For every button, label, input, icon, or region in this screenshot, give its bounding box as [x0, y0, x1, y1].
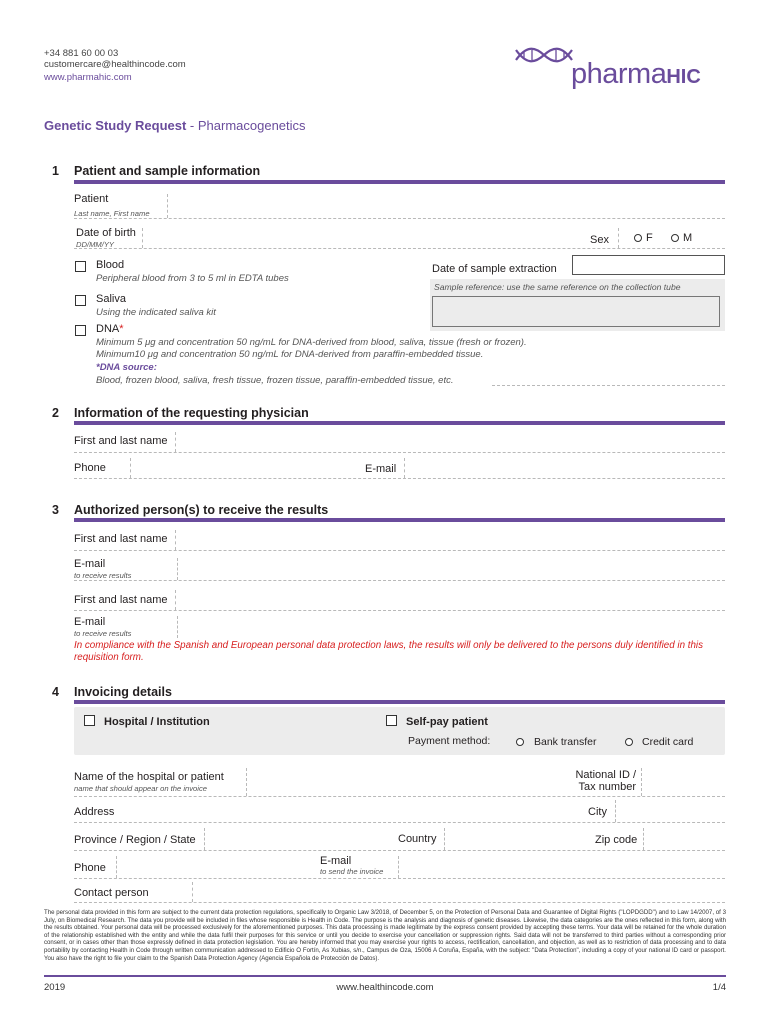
physician-phone-underline: [74, 478, 725, 479]
recipient2-name-input[interactable]: [178, 590, 725, 610]
dna-desc-2: Minimum10 μg and concentration 50 ng/mL for DNA-derived from paraffin-embedded tissue.: [96, 349, 484, 360]
physician-name-underline: [74, 452, 725, 453]
national-id-label: National ID /: [575, 769, 636, 781]
section3-title: Authorized person(s) to receive the results: [74, 503, 329, 517]
recipient1-name-divider: [175, 530, 176, 550]
physician-phone-divider: [130, 458, 131, 478]
physician-email-label: E-mail: [365, 463, 397, 475]
section3-number: 3: [52, 503, 59, 517]
recipient2-name-divider: [175, 590, 176, 610]
invoice-phone-label: Phone: [74, 862, 106, 874]
country-label: Country: [398, 833, 437, 845]
hospital-name-hint: name that should appear on the invoice: [74, 784, 207, 793]
hospital-name-divider: [246, 768, 247, 796]
footer-divider: [44, 975, 726, 977]
national-id-divider: [641, 768, 642, 796]
recipient2-email-divider: [177, 616, 178, 638]
contact-person-divider: [192, 882, 193, 902]
hospital-name-label: Name of the hospital or patient: [74, 771, 224, 783]
sex-f-radio[interactable]: [634, 234, 642, 242]
province-input[interactable]: [207, 828, 395, 850]
payment-method-label: Payment method:: [408, 735, 491, 747]
bank-transfer-label: Bank transfer: [534, 736, 597, 748]
header-phone: +34 881 60 00 03: [44, 48, 119, 59]
province-underline: [74, 850, 725, 851]
contact-person-input[interactable]: [195, 882, 725, 902]
page-title: [44, 118, 306, 133]
dob-divider: [142, 228, 143, 248]
dna-source-underline: [492, 385, 725, 386]
address-label: Address: [74, 806, 115, 818]
recipient2-email-label: E-mail: [74, 616, 106, 628]
dna-checkbox[interactable]: [75, 325, 86, 336]
section4-title: Invoicing details: [74, 685, 172, 699]
recipient1-email-label: E-mail: [74, 558, 106, 570]
patient-label: Patient: [74, 193, 109, 205]
zip-label: Zip code: [595, 834, 638, 846]
physician-name-divider: [175, 432, 176, 452]
saliva-desc: Using the indicated saliva kit: [96, 307, 216, 318]
zip-input[interactable]: [646, 828, 725, 850]
sex-label: Sex: [590, 234, 609, 246]
invoice-email-input[interactable]: [401, 856, 725, 878]
page-title-rest: - Pharmacogenetics: [186, 118, 306, 133]
dna-star: *: [119, 323, 124, 335]
extraction-date-input[interactable]: [572, 255, 725, 275]
sex-divider: [618, 228, 619, 248]
recipient1-name-input[interactable]: [178, 530, 725, 550]
address-input[interactable]: [124, 800, 584, 822]
section1-title: Patient and sample information: [74, 164, 261, 178]
recipient1-email-divider: [177, 558, 178, 580]
recipient2-name-label: First and last name: [74, 594, 168, 606]
dob-label: Date of birth: [76, 227, 136, 239]
recipient1-name-underline: [74, 550, 725, 551]
recipient1-email-hint: to receive results: [74, 571, 132, 580]
address-underline: [74, 822, 725, 823]
dna-helix-icon: [512, 44, 576, 66]
city-label: City: [588, 806, 607, 818]
section2-number: 2: [52, 406, 59, 420]
physician-phone-label: Phone: [74, 462, 106, 474]
sample-ref-input[interactable]: [432, 296, 720, 327]
logo: [571, 58, 701, 91]
header-email[interactable]: customercare@healthincode.com: [44, 59, 186, 70]
hospital-option-label: Hospital / Institution: [104, 716, 210, 728]
section3-divider: [74, 518, 725, 522]
dob-input[interactable]: [145, 226, 585, 248]
sex-m-label: M: [683, 232, 693, 244]
sex-m-radio[interactable]: [671, 234, 679, 242]
section1-divider: [74, 180, 725, 184]
patient-hint: Last name, First name: [74, 209, 150, 218]
legal-text: The personal data provided in this form are subject to the current data protection regulations, specifically to Organic Law 3/2018, of December 5, on the Protection of Personal Data and Guarantee of Digital Rights ("LOPDGDD") and to Law 14/2007, of 3 July, on Biomedical Research. The data you provide will be included in files whose responsible is Health in Code. The purpose is the analysis and diagnosis of genetic diseases. Likewise, the data categories are the ones reflected in this form, along with the results obtained. Your personal data will be processed exclusively for the aforementioned purposes. This data processing is made legitimate by the express consent provided by accepting these terms. Your data will be retained for the whole duration of the relationship established with the entity and while the data fulfil their purposes for this service or until you decide to exercise your cancellation or suppression rights. Said data will not be transferred to third parties without a corresponding prior consent, or in cases other than those expressly defined in data protection legislation. You are hereby informed that you may exercise your rights to access, rectification, cancellation, and objection, as well as to restriction of data processing and to data portability by contacting Health in Code through written communication addressed to Edificio O Fortín, As Xubias, s/n., Campus de Oza, 15006 A Coruña, España, with the subject: "Data Protection", including a copy of your national ID card or passport. You also have the right to file your claim to the Spanish Data Protection Agency (Agencia Española de Protección de Datos).: [44, 909, 726, 962]
province-label: Province / Region / State: [74, 834, 196, 846]
footer-page-number: 1/4: [712, 982, 726, 993]
recipient1-email-input[interactable]: [180, 558, 725, 580]
dna-desc-1: Minimum 5 μg and concentration 50 ng/mL for DNA-derived from blood, saliva, tissue (fresh or frozen).: [96, 337, 527, 348]
section4-divider: [74, 700, 725, 704]
national-id-input[interactable]: [644, 768, 725, 796]
invoice-type-panel: [74, 707, 725, 755]
section4-number: 4: [52, 685, 59, 699]
province-divider: [204, 828, 205, 850]
patient-divider: [167, 194, 168, 218]
credit-card-label: Credit card: [642, 736, 694, 748]
credit-card-radio[interactable]: [625, 738, 633, 746]
hospital-checkbox[interactable]: [84, 715, 95, 726]
physician-phone-input[interactable]: [133, 458, 363, 478]
recipient2-name-underline: [74, 610, 725, 611]
invoice-phone-underline: [74, 878, 725, 879]
bank-transfer-radio[interactable]: [516, 738, 524, 746]
blood-label: Blood: [96, 259, 125, 271]
dna-source-desc: Blood, frozen blood, saliva, fresh tissue, frozen tissue, paraffin-embedded tissue, etc.: [96, 375, 454, 386]
page-title-bold: Genetic Study Request: [44, 118, 187, 133]
selfpay-checkbox[interactable]: [386, 715, 397, 726]
selfpay-option-label: Self-pay patient: [406, 716, 488, 728]
recipient1-name-label: First and last name: [74, 533, 168, 545]
recipient2-email-input[interactable]: [180, 616, 725, 638]
footer-year: 2019: [44, 982, 66, 993]
section1-number: 1: [52, 164, 59, 178]
physician-email-input[interactable]: [407, 458, 725, 478]
blood-desc: Peripheral blood from 3 to 5 ml in EDTA tubes: [96, 273, 289, 284]
header-website[interactable]: www.pharmahic.com: [44, 72, 132, 83]
dna-label-wrap: [96, 323, 124, 335]
section2-title: Information of the requesting physician: [74, 406, 309, 420]
invoice-email-label: E-mail: [320, 855, 352, 867]
footer-website[interactable]: www.healthincode.com: [336, 982, 434, 993]
contact-person-underline: [74, 902, 725, 903]
dob-underline: [74, 248, 725, 249]
sex-f-label: F: [646, 232, 653, 244]
patient-underline: [74, 218, 725, 219]
physician-name-label: First and last name: [74, 435, 168, 447]
physician-email-divider: [404, 458, 405, 478]
compliance-note: In compliance with the Spanish and European personal data protection laws, the results will only be delivered to the persons duly identified in this requisition form.: [74, 640, 704, 663]
hospital-name-underline: [74, 796, 725, 797]
contact-person-label: Contact person: [74, 887, 149, 899]
blood-checkbox[interactable]: [75, 261, 86, 272]
logo-main: pharma: [571, 58, 667, 90]
invoice-email-divider: [398, 856, 399, 878]
saliva-label: Saliva: [96, 293, 126, 305]
recipient1-email-underline: [74, 580, 725, 581]
tax-number-label: Tax number: [578, 781, 636, 793]
saliva-checkbox[interactable]: [75, 295, 86, 306]
city-input[interactable]: [618, 800, 725, 822]
dna-source-label: *DNA source:: [96, 362, 157, 373]
patient-input[interactable]: [170, 193, 725, 217]
logo-suffix: HIC: [666, 66, 701, 88]
invoice-phone-input[interactable]: [119, 856, 317, 878]
recipient2-email-hint: to receive results: [74, 629, 132, 638]
city-divider: [615, 800, 616, 822]
invoice-phone-divider: [116, 856, 117, 878]
country-input[interactable]: [447, 828, 592, 850]
section2-divider: [74, 421, 725, 425]
country-divider: [444, 828, 445, 850]
dna-label: DNA: [96, 323, 120, 335]
invoice-email-hint: to send the invoice: [320, 867, 384, 876]
zip-divider: [643, 828, 644, 850]
hospital-name-input[interactable]: [249, 768, 539, 796]
physician-name-input[interactable]: [178, 432, 725, 452]
extraction-label: Date of sample extraction: [432, 263, 557, 275]
dob-hint: DD/MM/YY: [76, 240, 114, 249]
sample-ref-note: Sample reference: use the same reference on the collection tube: [434, 282, 681, 292]
